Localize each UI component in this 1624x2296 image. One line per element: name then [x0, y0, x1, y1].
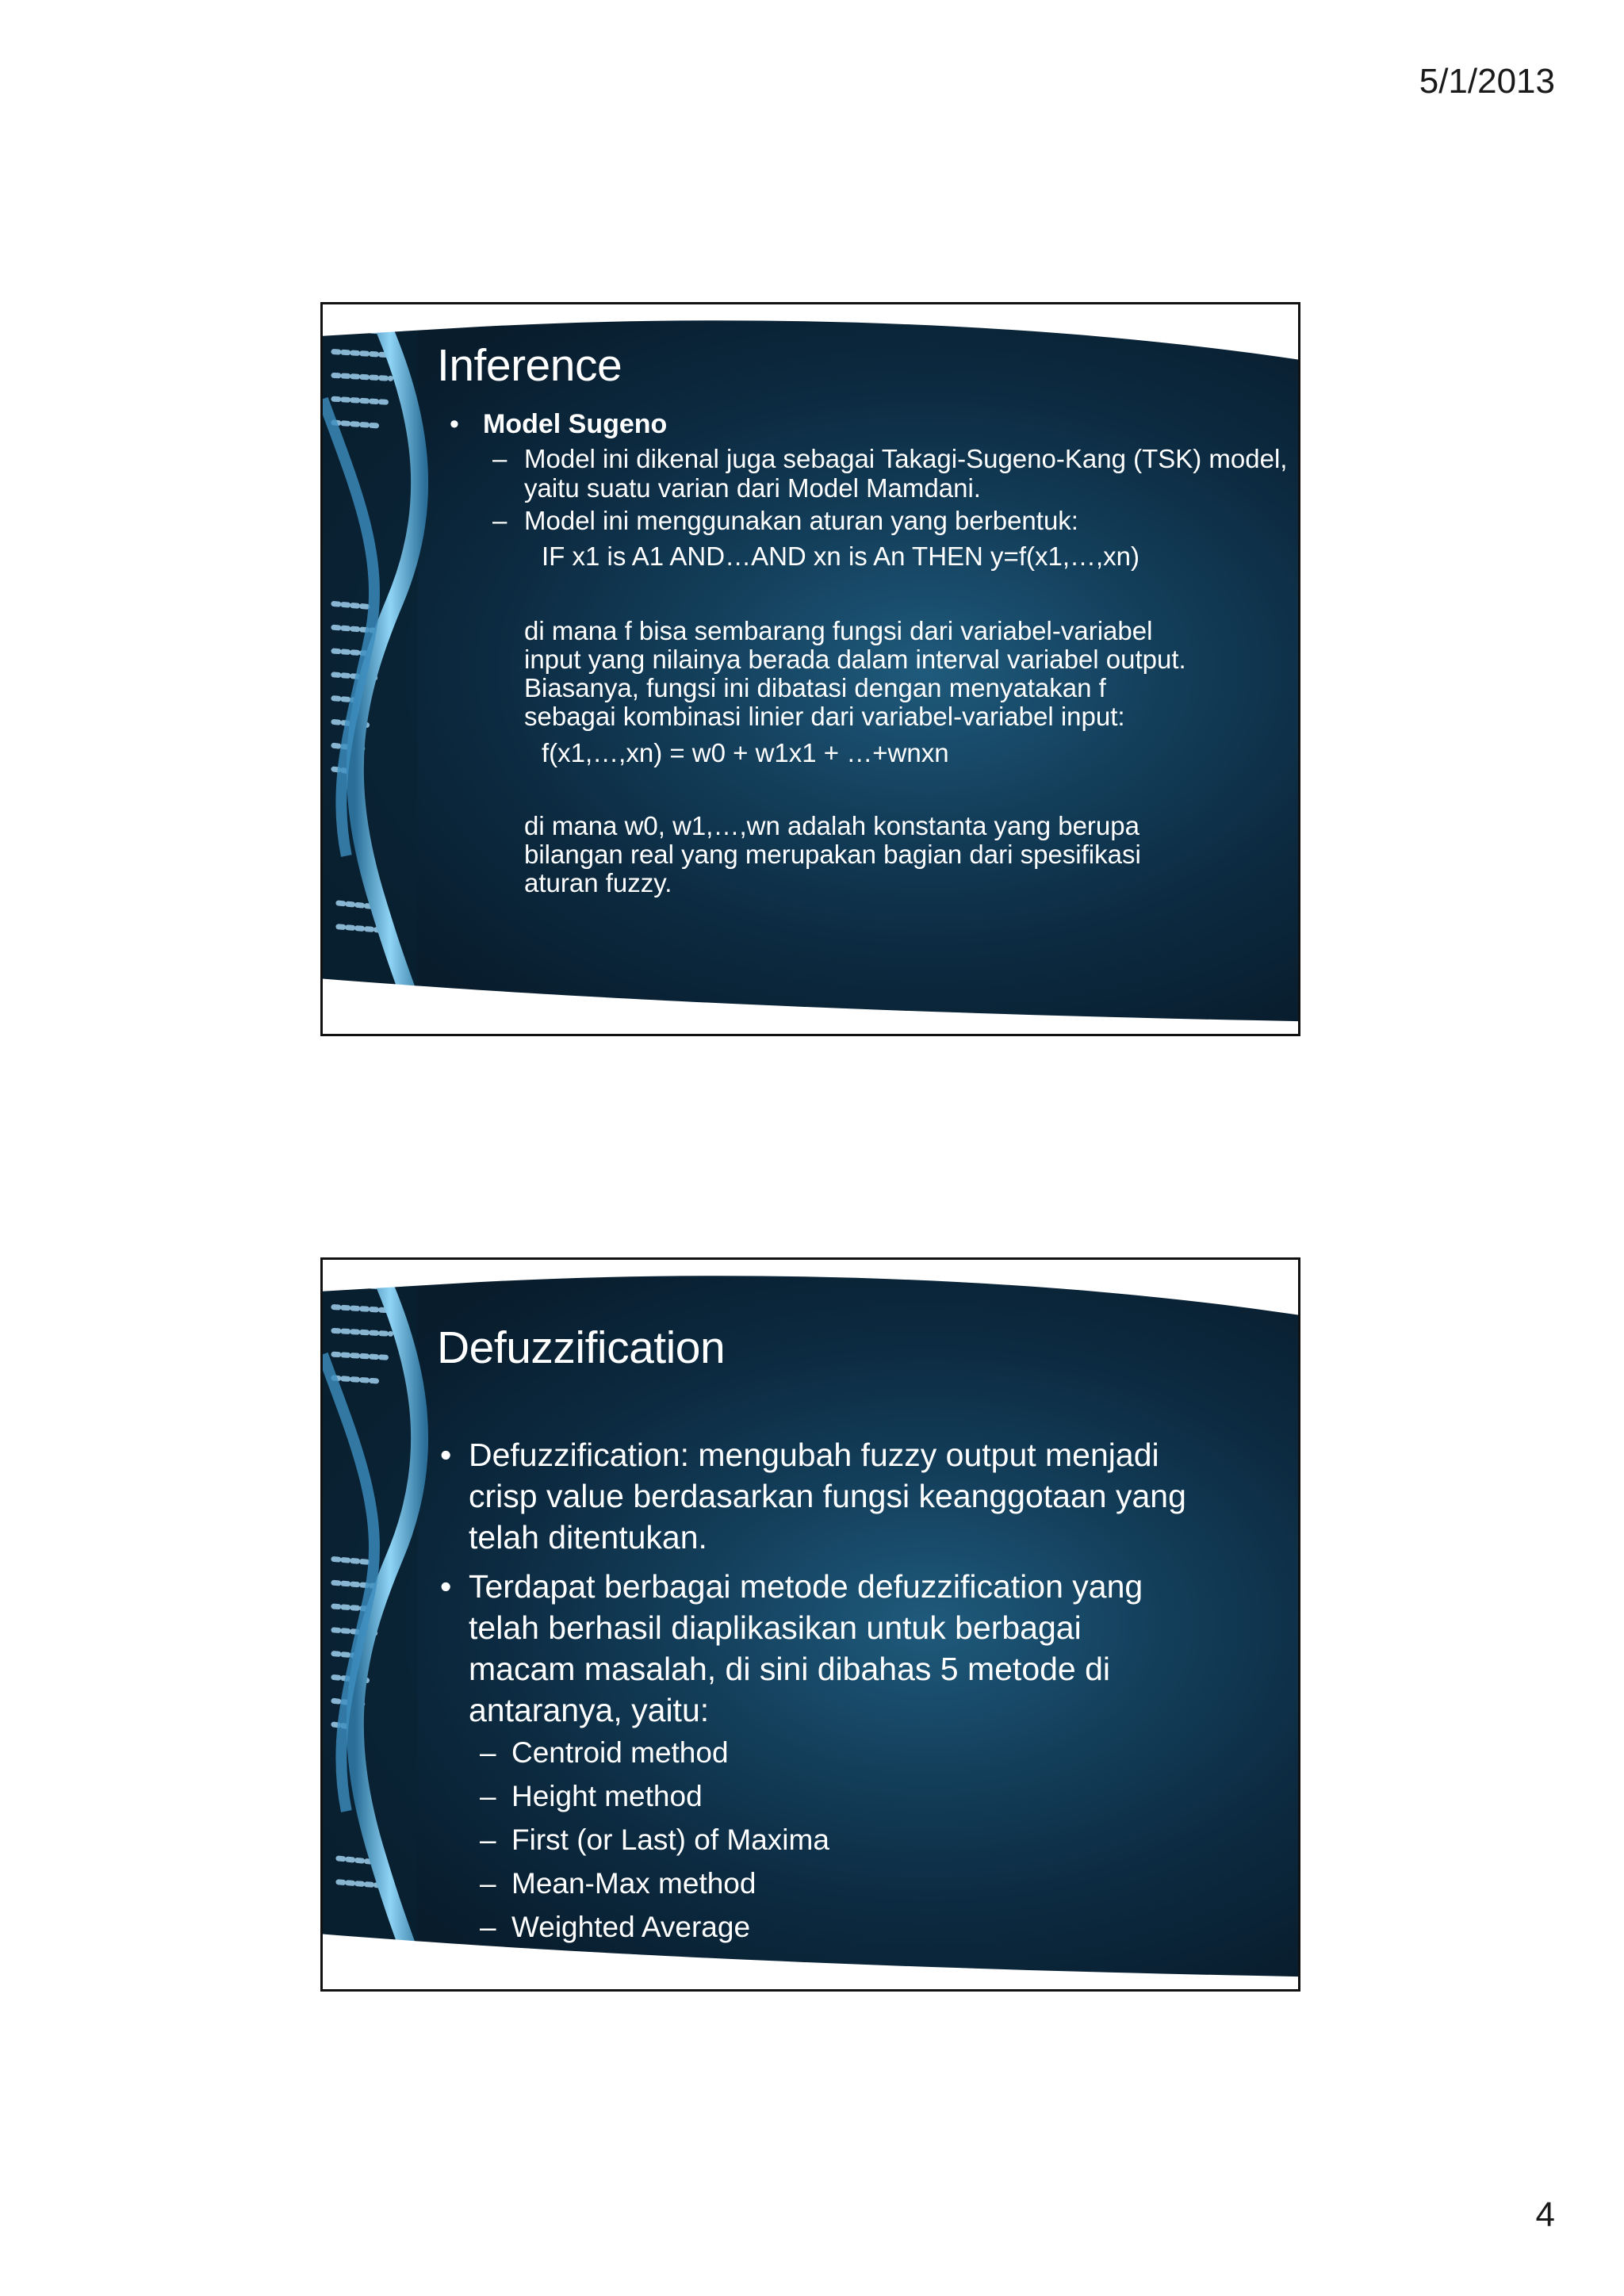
paragraph-line: di mana w0, w1,…,wn adalah konstanta yang berupa — [524, 811, 1139, 840]
method-label: Centroid method — [511, 1736, 729, 1769]
sub-item-text: Model ini dikenal juga sebagai Takagi-Sugeno-Kang (TSK) model, yaitu suatu varian dari Model Mamdani. — [524, 444, 1288, 503]
paragraph-line: Biasanya, fungsi ini dibatasi dengan menyatakan f — [524, 673, 1106, 702]
method-label: Mean-Max method — [511, 1867, 756, 1900]
bullet-line: Terdapat berbagai metode defuzzification yang — [469, 1568, 1143, 1605]
sub-item-text: Model ini menggunakan aturan yang berbentuk: — [524, 506, 1078, 535]
bullet-line: antaranya, yaitu: — [469, 1692, 710, 1728]
bullet-item — [450, 409, 667, 440]
paragraph-line: sebagai kombinasi linier dari variabel-variabel input: — [524, 702, 1125, 731]
bullet-line: telah ditentukan. — [469, 1519, 707, 1556]
paragraph-line: bilangan real yang merupakan bagian dari spesifikasi — [524, 840, 1141, 869]
bullet-line: crisp value berdasarkan fungsi keanggotaan yang — [469, 1478, 1186, 1514]
slide-defuzzification — [320, 1257, 1300, 1992]
page-number: 4 — [1535, 2195, 1555, 2234]
bullet-line: Defuzzification: mengubah fuzzy output menjadi — [469, 1437, 1159, 1473]
bullet-item — [440, 1434, 1270, 1558]
rule-formula: IF x1 is A1 AND…AND xn is An THEN y=f(x1,…,xn) — [542, 541, 1140, 571]
bullet-line: telah berhasil diaplikasikan untuk berbagai — [469, 1609, 1082, 1646]
paragraph-line: aturan fuzzy. — [524, 868, 672, 897]
dash-glyph: – — [480, 1823, 496, 1856]
method-item — [480, 1910, 751, 1945]
method-item — [480, 1779, 703, 1814]
dash-glyph: – — [492, 444, 508, 473]
bullet-glyph: • — [450, 409, 459, 439]
method-item — [480, 1866, 756, 1901]
dash-glyph: – — [480, 1867, 496, 1900]
linear-formula: f(x1,…,xn) = w0 + w1x1 + …+wnxn — [542, 738, 949, 767]
bullet-line: macam masalah, di sini dibahas 5 metode di — [469, 1651, 1111, 1687]
slide-title: Inference — [437, 340, 622, 391]
method-item — [480, 1735, 729, 1770]
slide-title: Defuzzification — [437, 1322, 726, 1373]
dash-glyph: – — [492, 506, 508, 535]
paragraph-line: di mana f bisa sembarang fungsi dari variabel-variabel — [524, 616, 1153, 645]
header-date: 5/1/2013 — [1419, 62, 1555, 101]
sub-item — [492, 506, 1293, 535]
dash-glyph: – — [480, 1736, 496, 1769]
method-item — [480, 1823, 829, 1858]
method-label: Height method — [511, 1780, 703, 1812]
dash-glyph: – — [480, 1911, 496, 1943]
dash-glyph: – — [480, 1780, 496, 1812]
bullet-glyph: • — [440, 1568, 452, 1605]
paragraph-line: input yang nilainya berada dalam interval variabel output. — [524, 645, 1186, 674]
bullet-text: Model Sugeno — [483, 409, 668, 439]
method-label: First (or Last) of Maxima — [511, 1823, 829, 1856]
bullet-item — [440, 1566, 1270, 1731]
method-label: Weighted Average — [511, 1911, 751, 1943]
slide-inference — [320, 302, 1300, 1036]
bullet-glyph: • — [440, 1437, 452, 1473]
sub-item — [492, 444, 1293, 503]
